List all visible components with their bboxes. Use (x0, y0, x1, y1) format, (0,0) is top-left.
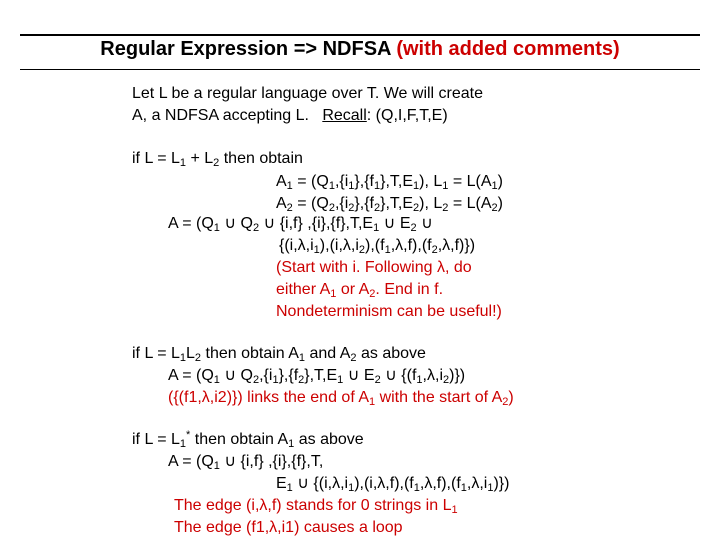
union-comment-1: (Start with i. Following λ, do (276, 259, 472, 276)
slide-title (0, 38, 720, 61)
star-line-1: if $L = L_1^*$ then obtain $A_1$ as above (132, 429, 364, 450)
union-line-4: $A = (Q_1$ ∪ $Q_2$ ∪ {i,f} $,\{i\},\{f\},T,E_1$ ∪ $E_2$ ∪ (168, 215, 433, 234)
union-line-3: $A_2 = (Q_2,\{i_2\},\{f_2\},T,E_2)$, $L_2 = L(A_2)$ (276, 195, 503, 214)
intro-line-1: Let L be a regular language over T. We will create (132, 85, 484, 102)
intro-line-2 (132, 106, 448, 126)
title-top-rule (20, 34, 700, 36)
concat-line-2: $A = (Q_1$ ∪ $Q_2,\{i_1\},\{f_2\},T,E_1$ ∪ $E_2$ ∪ $\{(f_1,\lambda,i_2)\}$) (168, 367, 466, 386)
title-bottom-rule (20, 69, 700, 70)
intro-line-2-end: : (Q,I,F,T,E) (366, 107, 448, 124)
concat-comment-1: ({(f1,λ,i2)}) links the end of $A_1$ with the start of $A_2$) (168, 389, 514, 408)
intro-line-2-start: A, a NDFSA accepting L. (132, 107, 323, 124)
union-comment-3: Nondeterminism can be useful!) (276, 303, 502, 320)
union-line-5: $\{(i,\lambda,i_1),(i,\lambda,i_2),(f_1,\lambda,f),(f_2,\lambda,f)\}$) (279, 237, 476, 256)
title-main: Regular Expression => NDFSA (100, 38, 391, 60)
concat-line-1: if $L = L_1L_2$ then obtain $A_1$ and $A_2$ as above (132, 345, 426, 364)
union-line-1: if $L = L_1 + L_2$ then obtain (132, 150, 303, 169)
union-comment-2: either $A_1$ or $A_2$. End in f. (276, 281, 444, 300)
star-comment-2: The edge (f1,λ,i1) causes a loop (174, 519, 403, 536)
star-comment-1: The edge (i,λ,f) stands for 0 strings in $L_1$ (174, 497, 458, 516)
union-line-2: $A_1 = (Q_1,\{i_1\},\{f_1\},T,E_1)$, $L_1 = L(A_1)$ (276, 173, 503, 192)
star-line-3: $E_1$ ∪ $\{(i,\lambda,i_1),(i,\lambda,f),(f_1,\lambda,f),(f_1,\lambda,i_1)\}$) (276, 475, 510, 494)
star-line-2: $A = (Q_1$ ∪ {i,f} ,{i},{f},T, (168, 453, 324, 472)
recall-label: Recall (322, 107, 367, 124)
title-comment: (with added comments) (396, 38, 620, 60)
